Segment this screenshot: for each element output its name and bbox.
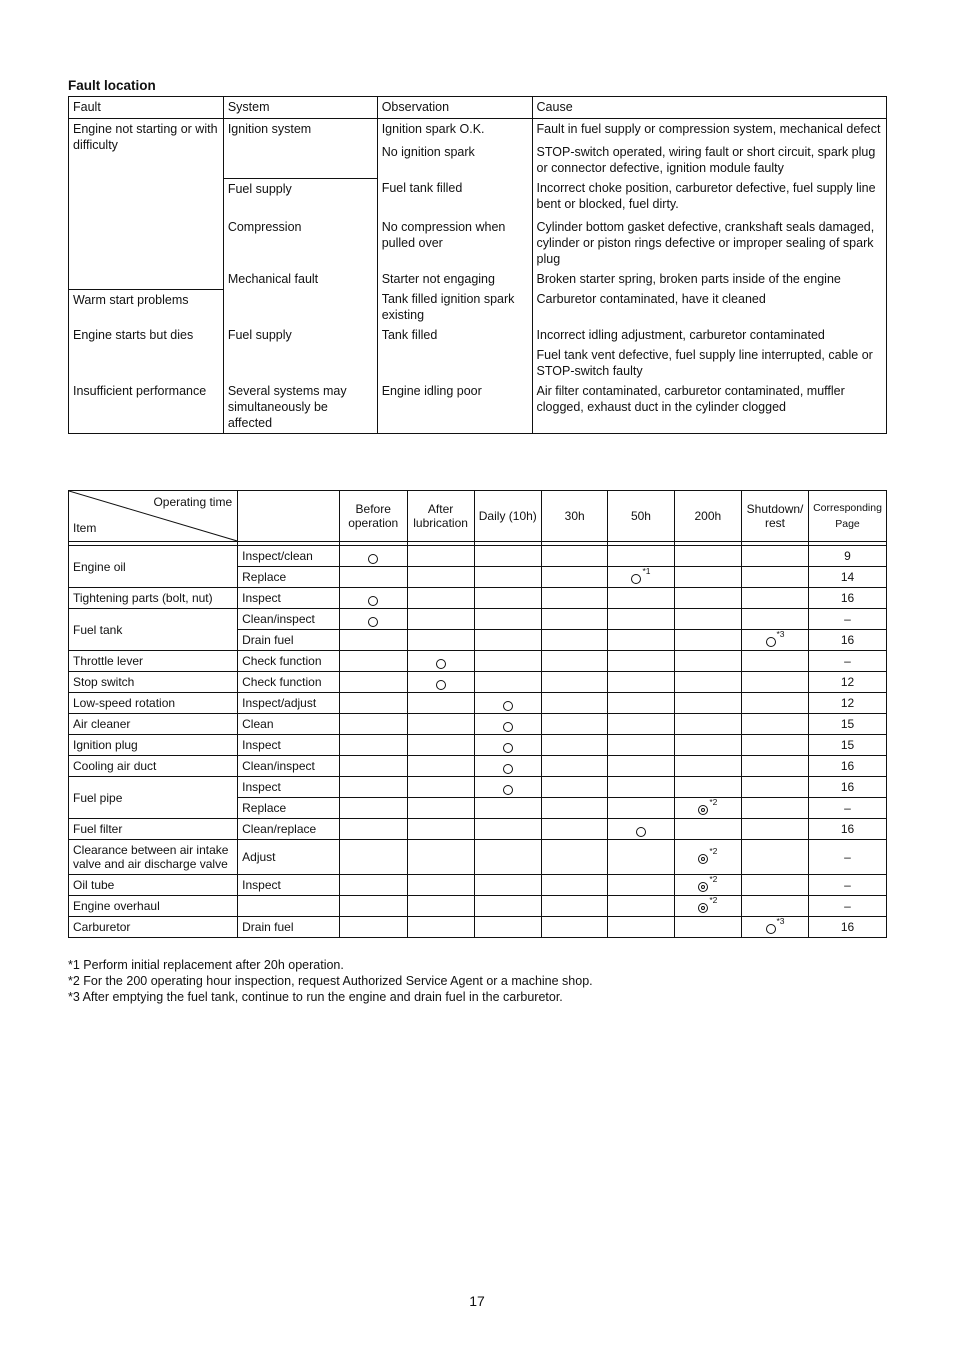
item-cell: Throttle lever: [69, 651, 238, 672]
cause-cell: Incorrect idling adjustment, carburetor contaminated: [532, 325, 886, 345]
schedule-cell: [542, 588, 608, 609]
table-row: [69, 119, 887, 140]
schedule-cell: [674, 651, 741, 672]
schedule-cell: [542, 609, 608, 630]
schedule-cell: [339, 693, 407, 714]
table-row: [69, 875, 887, 896]
page-cell: 14: [809, 567, 887, 588]
footnote-ref: *2: [709, 796, 718, 807]
cause-cell: Cylinder bottom gasket defective, crankshaft seals damaged, cylinder or piston rings defective or improper sealing of spark plug: [532, 214, 886, 269]
schedule-cell: [339, 672, 407, 693]
system-cell: Ignition system: [223, 119, 377, 179]
system-cell: Fuel supply: [223, 178, 377, 214]
circle-icon: [636, 827, 646, 837]
maintenance-rows: [69, 546, 887, 938]
table-row: [69, 917, 887, 938]
footnote-ref: *1: [642, 565, 651, 576]
circle-icon: [436, 680, 446, 690]
schedule-cell: [407, 756, 474, 777]
schedule-cell: [339, 588, 407, 609]
schedule-cell: [674, 714, 741, 735]
action-cell: Drain fuel: [238, 917, 340, 938]
header-after-lubrication: After lubrication: [407, 491, 474, 542]
schedule-cell: [339, 609, 407, 630]
footnote-ref: *2: [709, 845, 718, 856]
fault-cell: Engine starts but dies: [69, 325, 224, 381]
schedule-cell: [474, 567, 541, 588]
schedule-cell: [339, 630, 407, 651]
schedule-cell: [674, 693, 741, 714]
schedule-cell: [474, 630, 541, 651]
schedule-cell: [407, 777, 474, 798]
item-cell: Clearance between air intake valve and air discharge valve: [69, 840, 238, 875]
table-header-row: [69, 97, 887, 119]
footnotes: [68, 957, 593, 1005]
footnote: *2 For the 200 operating hour inspection, request Authorized Service Agent or a machine shop.: [68, 974, 593, 988]
schedule-cell: [474, 609, 541, 630]
schedule-cell: [674, 875, 741, 896]
schedule-cell: [474, 672, 541, 693]
cause-cell: Incorrect choke position, carburetor defective, fuel supply line bent or blocked, fuel dirty.: [532, 178, 886, 214]
double-circle-icon: [698, 882, 708, 892]
schedule-cell: [474, 896, 541, 917]
cause-cell: Carburetor contaminated, have it cleaned: [532, 289, 886, 325]
table-header-row: [69, 491, 887, 542]
schedule-cell: [474, 756, 541, 777]
cause-cell: Fault in fuel supply or compression system, mechanical defect: [532, 119, 886, 140]
circle-icon: [503, 743, 513, 753]
schedule-cell: [339, 651, 407, 672]
schedule-cell: [339, 567, 407, 588]
circle-icon: [503, 764, 513, 774]
schedule-cell: [542, 672, 608, 693]
page-cell: –: [809, 798, 887, 819]
maintenance-schedule-table: [68, 490, 887, 938]
schedule-cell: [474, 798, 541, 819]
action-cell: Inspect: [238, 777, 340, 798]
schedule-cell: [742, 546, 809, 567]
cause-cell: Broken starter spring, broken parts inside of the engine: [532, 269, 886, 289]
page-cell: 9: [809, 546, 887, 567]
observation-cell: No compression when pulled over: [377, 214, 532, 269]
schedule-cell: [674, 630, 741, 651]
header-daily: Daily (10h): [474, 491, 541, 542]
header-fault: Fault: [69, 97, 224, 119]
circle-icon: [368, 596, 378, 606]
circle-icon: [436, 659, 446, 669]
item-cell: Low-speed rotation: [69, 693, 238, 714]
table-row: [69, 714, 887, 735]
item-label: Item: [73, 521, 97, 535]
item-cell: Air cleaner: [69, 714, 238, 735]
schedule-cell: [742, 819, 809, 840]
schedule-cell: [742, 693, 809, 714]
schedule-cell: [339, 756, 407, 777]
schedule-cell: [608, 777, 674, 798]
schedule-cell: [339, 714, 407, 735]
table-row: [69, 672, 887, 693]
schedule-cell: [474, 840, 541, 875]
schedule-cell: [407, 875, 474, 896]
double-circle-icon: [698, 903, 708, 913]
action-cell: Inspect/clean: [238, 546, 340, 567]
observation-cell: No ignition spark: [377, 139, 532, 178]
schedule-cell: [474, 588, 541, 609]
schedule-cell: [474, 546, 541, 567]
schedule-cell: [674, 896, 741, 917]
action-cell: Clean: [238, 714, 340, 735]
circle-icon: [503, 722, 513, 732]
schedule-cell: [407, 798, 474, 819]
action-cell: Check function: [238, 651, 340, 672]
fault-location-table: [68, 96, 887, 434]
page-cell: 16: [809, 819, 887, 840]
system-cell: Compression: [223, 214, 377, 269]
schedule-cell: [339, 798, 407, 819]
action-cell: Clean/inspect: [238, 756, 340, 777]
schedule-cell: [608, 798, 674, 819]
schedule-cell: [608, 567, 674, 588]
schedule-cell: [742, 735, 809, 756]
observation-cell: Fuel tank filled: [377, 178, 532, 214]
schedule-cell: [608, 651, 674, 672]
schedule-cell: [742, 651, 809, 672]
circle-icon: [368, 617, 378, 627]
schedule-cell: [542, 693, 608, 714]
schedule-cell: [407, 735, 474, 756]
schedule-cell: [474, 819, 541, 840]
fault-cell: Engine not starting or with difficulty: [69, 119, 224, 290]
item-cell: Engine oil: [69, 546, 238, 588]
schedule-cell: [742, 917, 809, 938]
section-title: Fault location: [68, 78, 156, 93]
cause-cell: Air filter contaminated, carburetor contaminated, muffler clogged, exhaust duct in the cylinder clogged: [532, 381, 886, 434]
header-200h: 200h: [674, 491, 741, 542]
schedule-cell: [608, 609, 674, 630]
schedule-cell: [407, 567, 474, 588]
action-cell: Inspect: [238, 735, 340, 756]
schedule-cell: [542, 630, 608, 651]
schedule-cell: [674, 917, 741, 938]
schedule-cell: [339, 546, 407, 567]
page-cell: 12: [809, 693, 887, 714]
schedule-cell: [608, 756, 674, 777]
schedule-cell: [674, 819, 741, 840]
schedule-cell: [542, 756, 608, 777]
circle-icon: [631, 574, 641, 584]
table-row: [69, 609, 887, 630]
page-cell: –: [809, 896, 887, 917]
schedule-cell: [542, 567, 608, 588]
page-number: 17: [469, 1293, 485, 1309]
schedule-cell: [608, 714, 674, 735]
schedule-cell: [742, 756, 809, 777]
schedule-cell: [474, 917, 541, 938]
schedule-cell: [674, 798, 741, 819]
schedule-cell: [339, 840, 407, 875]
page-cell: –: [809, 651, 887, 672]
page-cell: 16: [809, 630, 887, 651]
schedule-cell: [407, 840, 474, 875]
schedule-cell: [407, 672, 474, 693]
table-row: [69, 588, 887, 609]
schedule-cell: [742, 875, 809, 896]
table-row: [69, 546, 887, 567]
action-cell: [238, 896, 340, 917]
schedule-cell: [742, 630, 809, 651]
schedule-cell: [474, 693, 541, 714]
table-row: [69, 756, 887, 777]
schedule-cell: [674, 672, 741, 693]
item-cell: Carburetor: [69, 917, 238, 938]
schedule-cell: [407, 546, 474, 567]
footnote-ref: *2: [709, 894, 718, 905]
schedule-cell: [608, 672, 674, 693]
page-cell: 16: [809, 777, 887, 798]
page-cell: 16: [809, 756, 887, 777]
schedule-cell: [407, 819, 474, 840]
schedule-cell: [542, 777, 608, 798]
system-cell: [223, 289, 377, 325]
schedule-cell: [542, 819, 608, 840]
page-cell: –: [809, 609, 887, 630]
table-row: [69, 381, 887, 434]
schedule-cell: [742, 588, 809, 609]
action-cell: Clean/inspect: [238, 609, 340, 630]
item-cell: Cooling air duct: [69, 756, 238, 777]
schedule-cell: [407, 896, 474, 917]
schedule-cell: [407, 630, 474, 651]
action-cell: Inspect: [238, 588, 340, 609]
header-shutdown-rest: Shutdown/ rest: [742, 491, 809, 542]
schedule-cell: [674, 609, 741, 630]
page-cell: 15: [809, 714, 887, 735]
schedule-cell: [474, 735, 541, 756]
schedule-cell: [608, 840, 674, 875]
header-item-operating-time: [69, 491, 238, 542]
cause-cell: Fuel tank vent defective, fuel supply line interrupted, cable or STOP-switch faulty: [532, 345, 886, 381]
schedule-cell: [608, 875, 674, 896]
page-cell: 15: [809, 735, 887, 756]
schedule-cell: [608, 896, 674, 917]
schedule-cell: [474, 777, 541, 798]
schedule-cell: [407, 917, 474, 938]
schedule-cell: [339, 735, 407, 756]
item-cell: Fuel filter: [69, 819, 238, 840]
action-cell: Replace: [238, 798, 340, 819]
table-row: [69, 651, 887, 672]
circle-icon: [503, 701, 513, 711]
schedule-cell: [339, 896, 407, 917]
header-50h: 50h: [608, 491, 674, 542]
schedule-cell: [542, 875, 608, 896]
page-cell: 16: [809, 917, 887, 938]
schedule-cell: [742, 672, 809, 693]
action-cell: Inspect/adjust: [238, 693, 340, 714]
action-cell: Check function: [238, 672, 340, 693]
schedule-cell: [542, 917, 608, 938]
schedule-cell: [542, 546, 608, 567]
schedule-cell: [339, 819, 407, 840]
schedule-cell: [542, 651, 608, 672]
footnote: *3 After emptying the fuel tank, continue to run the engine and drain fuel in the carburetor.: [68, 990, 563, 1004]
double-circle-icon: [698, 854, 708, 864]
footnote-ref: *3: [776, 628, 785, 639]
schedule-cell: [542, 896, 608, 917]
table-row: [69, 289, 887, 325]
schedule-cell: [742, 777, 809, 798]
schedule-cell: [742, 840, 809, 875]
schedule-cell: [742, 714, 809, 735]
table-row: [69, 896, 887, 917]
header-cause: Cause: [532, 97, 886, 119]
schedule-cell: [608, 630, 674, 651]
observation-cell: Starter not engaging: [377, 269, 532, 289]
action-cell: Inspect: [238, 875, 340, 896]
circle-icon: [766, 924, 776, 934]
table-row: [69, 819, 887, 840]
schedule-cell: [608, 588, 674, 609]
action-cell: Drain fuel: [238, 630, 340, 651]
schedule-cell: [542, 714, 608, 735]
schedule-cell: [339, 917, 407, 938]
item-cell: Oil tube: [69, 875, 238, 896]
schedule-cell: [339, 777, 407, 798]
fault-cell: Insufficient performance: [69, 381, 224, 434]
schedule-cell: [542, 840, 608, 875]
schedule-cell: [608, 735, 674, 756]
system-cell: Fuel supply: [223, 325, 377, 381]
page-cell: –: [809, 875, 887, 896]
schedule-cell: [339, 875, 407, 896]
schedule-cell: [742, 567, 809, 588]
schedule-cell: [742, 798, 809, 819]
schedule-cell: [474, 875, 541, 896]
item-cell: Fuel tank: [69, 609, 238, 651]
table-row: [69, 840, 887, 875]
operating-time-label: Operating time: [153, 495, 233, 509]
schedule-cell: [407, 651, 474, 672]
schedule-cell: [542, 735, 608, 756]
circle-icon: [503, 785, 513, 795]
system-cell: Several systems may simultaneously be affected: [223, 381, 377, 434]
item-cell: Tightening parts (bolt, nut): [69, 588, 238, 609]
schedule-cell: [742, 896, 809, 917]
fault-cell: Warm start problems: [69, 289, 224, 325]
header-corresponding-page: Corresponding Page: [809, 491, 887, 542]
item-cell: Ignition plug: [69, 735, 238, 756]
schedule-cell: [608, 917, 674, 938]
footnote-ref: *3: [776, 915, 785, 926]
table-row: [69, 777, 887, 798]
circle-icon: [766, 637, 776, 647]
header-observation: Observation: [377, 97, 532, 119]
item-cell: Fuel pipe: [69, 777, 238, 819]
schedule-cell: [474, 651, 541, 672]
schedule-cell: [407, 588, 474, 609]
header-system: System: [223, 97, 377, 119]
item-cell: Engine overhaul: [69, 896, 238, 917]
schedule-cell: [674, 588, 741, 609]
schedule-cell: [742, 609, 809, 630]
schedule-cell: [674, 546, 741, 567]
page-cell: –: [809, 840, 887, 875]
header-30h: 30h: [542, 491, 608, 542]
double-circle-icon: [698, 805, 708, 815]
cause-cell: STOP-switch operated, wiring fault or short circuit, spark plug or connector defective, ignition module faulty: [532, 139, 886, 178]
page-cell: 12: [809, 672, 887, 693]
schedule-cell: [407, 693, 474, 714]
observation-cell: Ignition spark O.K.: [377, 119, 532, 140]
header-blank: [238, 491, 340, 542]
schedule-cell: [608, 546, 674, 567]
table-row: [69, 325, 887, 345]
schedule-cell: [674, 840, 741, 875]
header-before-operation: Before operation: [339, 491, 407, 542]
action-cell: Replace: [238, 567, 340, 588]
schedule-cell: [407, 609, 474, 630]
schedule-cell: [674, 777, 741, 798]
observation-cell: Tank filled: [377, 325, 532, 381]
schedule-cell: [608, 693, 674, 714]
schedule-cell: [608, 819, 674, 840]
schedule-cell: [474, 714, 541, 735]
circle-icon: [368, 554, 378, 564]
observation-cell: Engine idling poor: [377, 381, 532, 434]
schedule-cell: [542, 798, 608, 819]
item-cell: Stop switch: [69, 672, 238, 693]
table-row: [69, 735, 887, 756]
table-row: [69, 693, 887, 714]
footnote: *1 Perform initial replacement after 20h operation.: [68, 958, 344, 972]
page-cell: 16: [809, 588, 887, 609]
schedule-cell: [674, 735, 741, 756]
schedule-cell: [407, 714, 474, 735]
system-cell: Mechanical fault: [223, 269, 377, 289]
schedule-cell: [674, 756, 741, 777]
observation-cell: Tank filled ignition spark existing: [377, 289, 532, 325]
schedule-cell: [674, 567, 741, 588]
action-cell: Adjust: [238, 840, 340, 875]
footnote-ref: *2: [709, 873, 718, 884]
action-cell: Clean/replace: [238, 819, 340, 840]
